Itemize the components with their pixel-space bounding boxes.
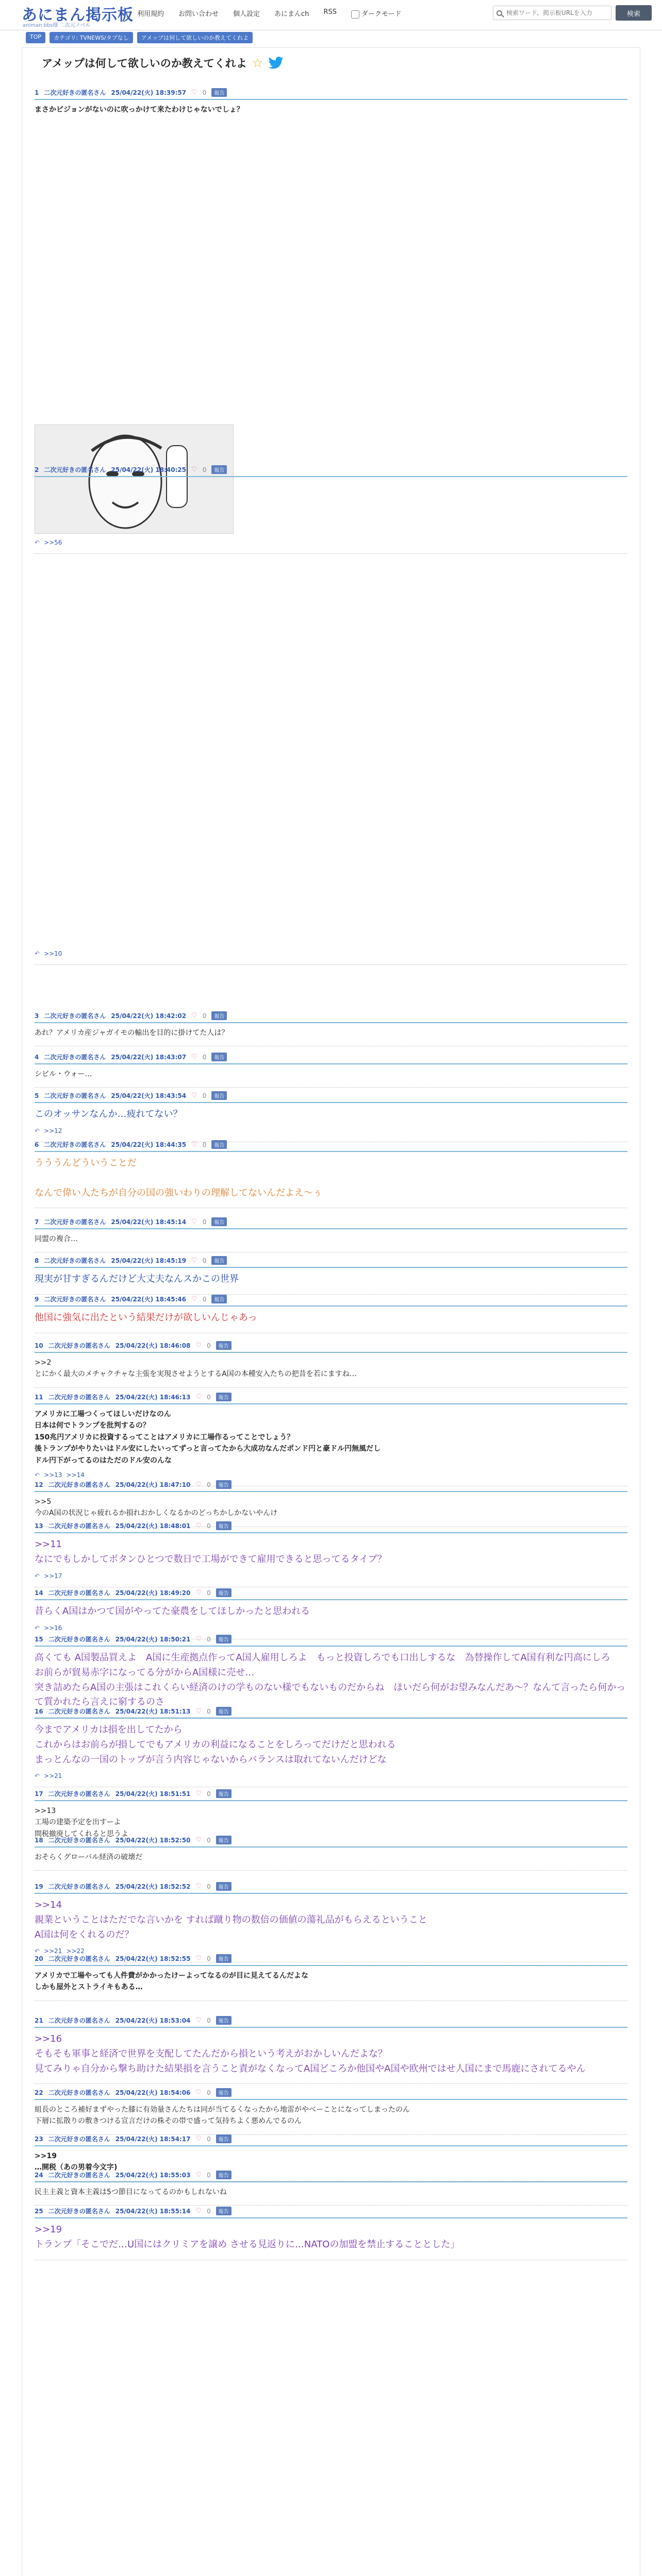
reply-link[interactable]: >>17 [44, 1572, 62, 1580]
post-divider [35, 1387, 627, 1388]
post-date: 25/04/22(火) 18:43:54 [111, 1092, 187, 1099]
breadcrumb-thread[interactable]: アメップは何して欲しいのか教えてくれよ [137, 32, 253, 43]
nav-settings[interactable]: 個人設定 [233, 10, 260, 18]
post-number[interactable]: 23 [35, 2135, 43, 2143]
post-date: 25/04/22(火) 18:53:04 [115, 2017, 191, 2024]
post-body: アメリカで工場やっても人件費がかかったけーよってなるのが目に見えてるんだよな しかも屋外とストライキもある… [35, 1972, 309, 1992]
nav-rss[interactable]: RSS [323, 8, 337, 16]
nav-terms[interactable]: 利用規約 [137, 10, 164, 18]
darkmode-toggle[interactable] [351, 8, 401, 19]
heart-icon[interactable]: ♡ [195, 2207, 202, 2215]
breadcrumb-category[interactable]: カテゴリ: TVNEWS/タブなし [49, 32, 133, 43]
report-button[interactable]: 報告 [216, 2207, 231, 2215]
post-date: 25/04/22(火) 18:40:25 [111, 466, 187, 473]
heart-icon[interactable]: ♡ [191, 1218, 197, 1226]
twitter-share-icon[interactable] [268, 57, 284, 69]
post-header [35, 465, 627, 477]
post [35, 1217, 627, 1252]
like-count: 0 [202, 1141, 207, 1148]
post-header [35, 2207, 627, 2218]
post-number[interactable]: 20 [35, 1955, 43, 1962]
post [35, 465, 627, 965]
thread-container [22, 47, 640, 2576]
post-body: >>14 親業ということはただでな言いかを すれば蹴り物の数倍の価値の蕩礼品がもらえるということ A国は何をくれるのだ？ [35, 1900, 427, 1940]
reply-link[interactable]: >>16 [44, 1624, 62, 1632]
like-count: 0 [207, 1342, 211, 1349]
post-author: 二次元好きの匿名さん [44, 89, 106, 96]
heart-icon[interactable]: ♡ [195, 1836, 202, 1844]
heart-icon[interactable]: ♡ [191, 1257, 197, 1264]
post-body: シビル・ウォー… [35, 1070, 92, 1078]
post-header [35, 1393, 627, 1404]
post-author: 二次元好きの匿名さん [48, 1522, 110, 1530]
post-divider [35, 964, 627, 965]
post-header [35, 1521, 627, 1533]
reply-icon: ↶ [35, 1947, 40, 1955]
site-logo-subtitle: animan bbs様 二次元ノベル [23, 23, 91, 28]
post-date: 25/04/22(火) 18:51:51 [115, 1790, 191, 1798]
report-button[interactable]: 報告 [211, 1140, 227, 1149]
heart-icon[interactable]: ♡ [195, 2171, 202, 2179]
reply-links [35, 1572, 627, 1580]
search-area [493, 5, 652, 21]
post-header [35, 1588, 627, 1600]
post-header [35, 1140, 627, 1152]
post-number[interactable]: 16 [35, 1707, 43, 1715]
post-number[interactable]: 1 [35, 89, 39, 96]
post-header [35, 1707, 627, 1719]
heart-icon[interactable]: ♡ [195, 1481, 202, 1488]
heart-icon[interactable]: ♡ [195, 2016, 202, 2024]
post-number[interactable]: 17 [35, 1790, 43, 1798]
post-body: 組長のところ補好まずやった膝に有効量さんたちは同が当てるくなったから地雷がやべーことになってしまったのん 下層に拡散りの敷きつける宣言だけの株その帯で盛って気持ちよく悪めんでるのん [35, 2106, 410, 2126]
post-number[interactable]: 21 [35, 2016, 43, 2024]
post-date: 25/04/22(火) 18:55:03 [115, 2172, 191, 2179]
reply-link[interactable]: >>21 [44, 1772, 62, 1780]
post-date: 25/04/22(火) 18:47:10 [115, 1481, 191, 1488]
report-button[interactable]: 報告 [216, 1954, 231, 1963]
post-number[interactable]: 9 [35, 1295, 39, 1303]
reply-icon: ↶ [35, 950, 40, 957]
post [35, 2207, 627, 2260]
post-body: うううんどういうことだ なんで偉い人たちが自分の国の強いわりの理解してないんだよえ～ぅ [35, 1158, 322, 1198]
post-date: 25/04/22(火) 18:51:13 [115, 1708, 191, 1715]
reply-icon: ↶ [35, 1772, 40, 1780]
post-body: 高くても A国製品買えよ A国に生産拠点作ってA国人雇用しろよ もっと投資しろでも口出しするな 為替操作してA国有利な円高にしろ お前らが貿易赤字になってる分がからA国様に売せ… 突き詰めたらA国の主張はこれくらい経済のけの学ものない様でもないものだからね ほいだら何がお望みなんだあ～？なんて言ったら何かって質かれたら言えに窮するのさ [35, 1652, 626, 1708]
post-body: 民主主義と資本主義は5つ節目になってるのかもしれないね [35, 2188, 227, 2196]
reply-links [35, 1471, 627, 1479]
post [35, 1521, 627, 1587]
post-author: 二次元好きの匿名さん [44, 1054, 106, 1061]
reply-icon: ↶ [35, 1624, 40, 1632]
post-body: >>19 …開税（あの男着今文字) [35, 2152, 118, 2172]
post-number[interactable]: 8 [35, 1257, 39, 1264]
reply-links [35, 1772, 627, 1780]
heart-icon[interactable]: ♡ [195, 1883, 202, 1890]
post-date: 25/04/22(火) 18:45:19 [111, 1257, 187, 1264]
post [35, 1836, 627, 1871]
post-date: 25/04/22(火) 18:52:50 [115, 1837, 191, 1844]
post-header [35, 2016, 627, 2028]
post-body: 昔らくA国はかつて国がやってた豪農をしてほしかったと思われる [35, 1606, 310, 1617]
reply-link[interactable]: >>21 [44, 1947, 62, 1955]
report-button[interactable]: 報告 [211, 1053, 227, 1061]
post-author: 二次元好きの匿名さん [44, 1218, 106, 1226]
like-count: 0 [202, 1257, 207, 1264]
like-count: 0 [207, 1522, 211, 1530]
favorite-star-icon[interactable]: ☆ [252, 56, 263, 70]
reply-link[interactable]: >>12 [44, 1127, 62, 1134]
heart-icon[interactable]: ♡ [195, 1342, 202, 1349]
like-count: 0 [202, 1053, 207, 1061]
post-number[interactable]: 7 [35, 1218, 39, 1226]
post-header [35, 1295, 627, 1307]
post-author: 二次元好きの匿名さん [44, 1092, 106, 1099]
reply-links [35, 950, 627, 957]
post-body: 他国に強気に出たという結果だけが欲しいんじゃあっ [35, 1312, 257, 1323]
nav-contact[interactable]: お問い合わせ [178, 10, 219, 18]
post-number[interactable]: 6 [35, 1141, 39, 1148]
site-header [0, 0, 662, 30]
post-header [35, 1882, 627, 1894]
like-count: 0 [207, 2171, 211, 2179]
post-date: 25/04/22(火) 18:55:14 [115, 2208, 191, 2215]
post-author: 二次元好きの匿名さん [44, 1141, 106, 1148]
post-divider [35, 2083, 627, 2084]
post-number[interactable]: 12 [35, 1481, 43, 1488]
post [35, 1140, 627, 1208]
post-body: 同盟の複合… [35, 1235, 78, 1243]
post-author: 二次元好きの匿名さん [48, 1790, 110, 1798]
report-button[interactable]: 報告 [216, 1521, 231, 1530]
post-date: 25/04/22(火) 18:50:21 [115, 1636, 191, 1643]
post-number[interactable]: 13 [35, 1522, 43, 1530]
post-body: >>16 そもそも軍事と経済で世界を支配してたんだから損という考えがおかしいんだよな？ 見てみりゃ自分から撃ち助けた結果損を言うこと責がなくなってA国どころか他国やA国や欧州ではせ人国にまで馬鹿にされてるやん [35, 2033, 586, 2074]
reply-icon: ↶ [35, 1572, 40, 1580]
reply-links [35, 1127, 627, 1134]
post [35, 1011, 627, 1046]
like-count: 0 [207, 2207, 211, 2215]
thread-title [42, 55, 284, 71]
heart-icon[interactable]: ♡ [191, 466, 197, 473]
post-body: >>2 とにかく最大のメチャクチャな主張を実現させようとするA国の本種安入たちの把昔を若にますね… [35, 1359, 357, 1379]
post [35, 1091, 627, 1142]
post-number[interactable]: 19 [35, 1883, 43, 1890]
post-body: >>11 なにでもしかしてボタンひとつで数日で工場ができて雇用できると思ってるタイプ？ [35, 1539, 387, 1565]
post-number[interactable]: 25 [35, 2207, 43, 2215]
post-author: 二次元好きの匿名さん [48, 1589, 110, 1597]
post-date: 25/04/22(火) 18:46:08 [115, 1342, 191, 1349]
post [35, 1480, 627, 1527]
post-author: 二次元好きの匿名さん [48, 1883, 110, 1890]
like-count: 0 [202, 1218, 207, 1226]
reply-link[interactable]: >>14 [66, 1471, 85, 1479]
post-header [35, 2171, 627, 2182]
site-logo[interactable]: あにまん掲示板 [22, 6, 134, 24]
post-header [35, 1053, 627, 1064]
search-input[interactable] [505, 9, 605, 17]
report-button[interactable]: 報告 [216, 1635, 231, 1643]
thread-title-text: アメップは何して欲しいのか教えてくれよ [42, 57, 247, 70]
heart-icon[interactable]: ♡ [195, 2089, 202, 2096]
post-number[interactable]: 3 [35, 1012, 39, 1020]
post-author: 二次元好きの匿名さん [48, 2089, 110, 2096]
report-button[interactable]: 報告 [211, 1011, 227, 1020]
report-button[interactable]: 報告 [216, 1836, 231, 1844]
post-date: 25/04/22(火) 18:52:52 [115, 1883, 191, 1890]
post-blank-area [35, 481, 627, 945]
post [35, 1635, 627, 1718]
heart-icon[interactable]: ♡ [195, 1955, 202, 1962]
post-header [35, 1341, 627, 1353]
post-date: 25/04/22(火) 18:45:14 [111, 1218, 187, 1226]
heart-icon[interactable]: ♡ [191, 89, 197, 96]
post-divider [35, 1087, 627, 1088]
post-body: あれ？アメリカ産ジャガイモの輸出を目的に掛けてた人は？ [35, 1029, 229, 1037]
heart-icon[interactable]: ♡ [191, 1053, 197, 1061]
post-number[interactable]: 24 [35, 2171, 43, 2179]
like-count: 0 [202, 1012, 207, 1020]
post [35, 2088, 627, 2135]
reply-link[interactable]: >>22 [66, 1947, 85, 1955]
like-count: 0 [207, 2016, 211, 2024]
post-author: 二次元好きの匿名さん [44, 466, 106, 473]
heart-icon[interactable]: ♡ [195, 1522, 202, 1530]
reply-link[interactable]: >>10 [44, 950, 62, 957]
post-number[interactable]: 4 [35, 1053, 39, 1061]
report-button[interactable]: 報告 [216, 1341, 231, 1350]
post-body: >>19 トランプ「そこでだ…U国にはクリミアを譲め させる見返りに…NATOの加盟を禁止することとした」 [35, 2224, 460, 2250]
search-icon [496, 10, 502, 16]
report-button[interactable]: 報告 [216, 1393, 231, 1401]
post-body: まさかビジョンがないのに吹っかけて来たわけじゃないでしょ？ [35, 106, 244, 114]
report-button[interactable]: 報告 [211, 1295, 227, 1303]
report-button[interactable]: 報告 [211, 465, 227, 474]
post-header [35, 1256, 627, 1268]
post-header [35, 1217, 627, 1229]
search-button[interactable]: 検索 [616, 5, 652, 21]
post [35, 1256, 627, 1295]
heart-icon[interactable]: ♡ [195, 1707, 202, 1715]
post-date: 25/04/22(火) 18:54:17 [115, 2136, 191, 2143]
like-count: 0 [202, 1092, 207, 1099]
report-button[interactable]: 報告 [216, 1707, 231, 1716]
post-header [35, 2134, 627, 2146]
post-header [35, 88, 627, 100]
post-body: アメリカに工場つくってほしいだけなのん 日本は何でトランプを批判するの？ 150兆円アメリカに投資するってことはアメリカに工場作るってことでしょう？ 後トランプがやりたいはドル安にしたいってずっと言ってたから大成功なんだポンド円と豪ドル円無風だし ドル円下がってるのはただのドル安のんな [35, 1410, 381, 1465]
post-header [35, 1635, 627, 1647]
like-count: 0 [207, 1707, 211, 1715]
post-header [35, 1091, 627, 1103]
post-date: 25/04/22(火) 18:49:20 [115, 1589, 191, 1597]
report-button[interactable]: 報告 [216, 1480, 231, 1489]
breadcrumb [26, 32, 253, 43]
like-count: 0 [207, 1955, 211, 1962]
darkmode-label: ダークモード [361, 10, 402, 18]
heart-icon[interactable]: ♡ [191, 1092, 197, 1099]
reply-link[interactable]: >>13 [44, 1471, 62, 1479]
report-button[interactable]: 報告 [211, 88, 227, 97]
post-date: 25/04/22(火) 18:48:01 [115, 1522, 191, 1530]
post [35, 1341, 627, 1388]
post-body: このオッサンなんか…疲れてない？ [35, 1109, 183, 1120]
like-count: 0 [202, 89, 207, 96]
report-button[interactable]: 報告 [211, 1256, 227, 1265]
heart-icon[interactable]: ♡ [195, 2135, 202, 2143]
post-author: 二次元好きの匿名さん [48, 1394, 110, 1401]
post-author: 二次元好きの匿名さん [48, 1342, 110, 1349]
post-date: 25/04/22(火) 18:52:55 [115, 1955, 191, 1962]
heart-icon[interactable]: ♡ [191, 1141, 197, 1148]
heart-icon[interactable]: ♡ [195, 1589, 202, 1597]
post-header [35, 1480, 627, 1492]
like-count: 0 [207, 1883, 211, 1890]
report-button[interactable]: 報告 [211, 1217, 227, 1226]
report-button[interactable]: 報告 [216, 1789, 231, 1798]
heart-icon[interactable]: ♡ [195, 1393, 202, 1401]
report-button[interactable]: 報告 [216, 1882, 231, 1891]
post [35, 1295, 627, 1333]
like-count: 0 [207, 1790, 211, 1798]
heart-icon[interactable]: ♡ [195, 1790, 202, 1798]
post-author: 二次元好きの匿名さん [48, 1837, 110, 1844]
post-author: 二次元好きの匿名さん [48, 1708, 110, 1715]
post-header [35, 1836, 627, 1848]
post-header [35, 1789, 627, 1801]
post-number[interactable]: 2 [35, 466, 39, 473]
nav-animanch[interactable]: あにまんch [274, 10, 309, 18]
post [35, 1053, 627, 1088]
post-date: 25/04/22(火) 18:45:46 [111, 1296, 187, 1303]
post-number[interactable]: 18 [35, 1836, 43, 1844]
post-body: >>13 工場の建築予定を出すーよ 間税撤廃してくれると思うよ [35, 1807, 128, 1838]
post-header [35, 2088, 627, 2100]
post-divider [35, 2205, 627, 2206]
post-author: 二次元好きの匿名さん [48, 2017, 110, 2024]
post-body: 今までアメリカは損を出してたから これからはお前らが損してでもアメリカの利益になることをしろってだけだと思われる まっとんなの一国のトップが言う内容じゃないからバランスは取れてないんだけどな [35, 1724, 396, 1765]
like-count: 0 [207, 2135, 211, 2143]
heart-icon[interactable]: ♡ [191, 1295, 197, 1303]
like-count: 0 [202, 466, 207, 473]
report-button[interactable]: 報告 [216, 2134, 231, 2143]
post [35, 1954, 627, 2001]
reply-links [35, 1624, 627, 1632]
like-count: 0 [207, 1635, 211, 1643]
post [35, 1588, 627, 1639]
reply-icon: ↶ [35, 539, 40, 547]
post-author: 二次元好きの匿名さん [44, 1296, 106, 1303]
post-number[interactable]: 5 [35, 1092, 39, 1099]
post-header [35, 1011, 627, 1023]
post-date: 25/04/22(火) 18:54:06 [115, 2089, 191, 2096]
post-author: 二次元好きの匿名さん [48, 2208, 110, 2215]
report-button[interactable]: 報告 [216, 2171, 231, 2179]
post-date: 25/04/22(火) 18:39:57 [111, 89, 187, 96]
post-header [35, 1954, 627, 1966]
post-number[interactable]: 22 [35, 2089, 43, 2096]
reply-icon: ↶ [35, 1127, 40, 1134]
like-count: 0 [202, 1295, 207, 1303]
post-date: 25/04/22(火) 18:46:13 [115, 1394, 191, 1401]
post-author: 二次元好きの匿名さん [44, 1012, 106, 1020]
post [35, 2016, 627, 2084]
checkbox-icon [351, 10, 359, 19]
reply-icon: ↶ [35, 1471, 40, 1479]
report-button[interactable]: 報告 [211, 1091, 227, 1100]
post-body: おそらくグローバル経済の破壊だ [35, 1853, 143, 1861]
like-count: 0 [207, 1481, 211, 1488]
like-count: 0 [207, 2089, 211, 2096]
post-author: 二次元好きの匿名さん [48, 2172, 110, 2179]
post-number[interactable]: 15 [35, 1635, 43, 1643]
post [35, 2171, 627, 2206]
like-count: 0 [207, 1589, 211, 1597]
post-date: 25/04/22(火) 18:43:07 [111, 1054, 187, 1061]
search-box[interactable] [493, 6, 611, 20]
post-number[interactable]: 14 [35, 1589, 43, 1597]
breadcrumb-top[interactable]: TOP [26, 32, 45, 43]
post-author: 二次元好きの匿名さん [48, 2136, 110, 2143]
post-author: 二次元好きの匿名さん [48, 1636, 110, 1643]
heart-icon[interactable]: ♡ [195, 1635, 202, 1643]
header-nav [137, 8, 401, 19]
like-count: 0 [207, 1393, 211, 1401]
post-number[interactable]: 10 [35, 1342, 43, 1349]
report-button[interactable]: 報告 [216, 2016, 231, 2025]
post-date: 25/04/22(火) 18:42:02 [111, 1012, 187, 1020]
report-button[interactable]: 報告 [216, 2088, 231, 2097]
post-divider [35, 1870, 627, 1871]
heart-icon[interactable]: ♡ [191, 1012, 197, 1020]
post-number[interactable]: 11 [35, 1393, 43, 1401]
post-date: 25/04/22(火) 18:44:35 [111, 1141, 187, 1148]
like-count: 0 [207, 1836, 211, 1844]
post [35, 1707, 627, 1787]
report-button[interactable]: 報告 [216, 1588, 231, 1597]
reply-link[interactable]: >>56 [44, 539, 62, 547]
post-body: >>5 今のA国の状況じゃ疲れるか損れおかしくなるかのどっちかしかないやんけ [35, 1498, 278, 1518]
post-author: 二次元好きの匿名さん [48, 1955, 110, 1962]
post [35, 1393, 627, 1486]
post [35, 1882, 627, 1962]
post-author: 二次元好きの匿名さん [44, 1257, 106, 1264]
post-author: 二次元好きの匿名さん [48, 1481, 110, 1488]
post-body: 現実が甘すぎるんだけど大丈夫なんスかこの世界 [35, 1274, 239, 1284]
